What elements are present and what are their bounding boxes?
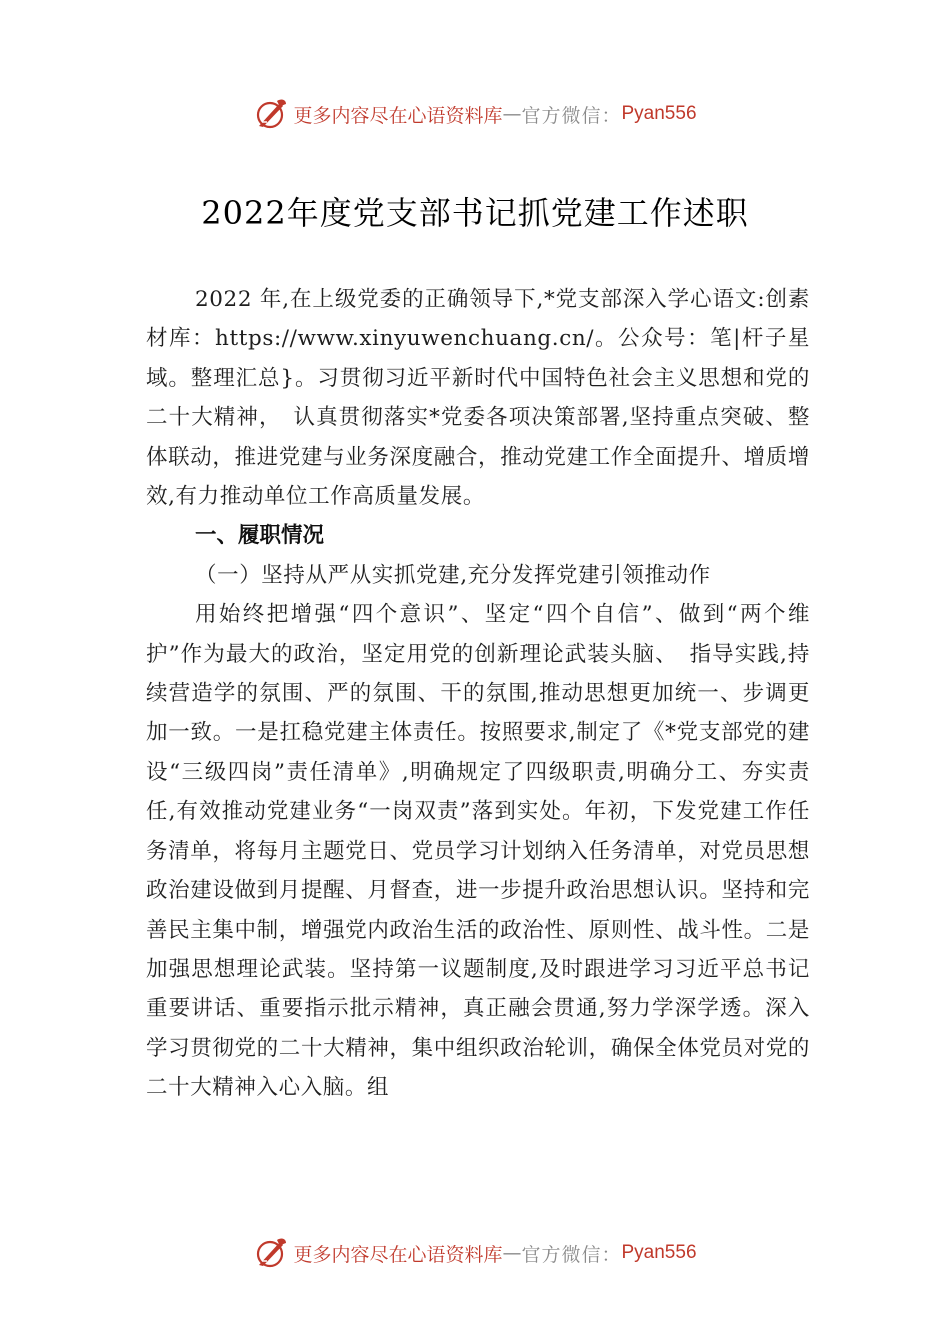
watermark-red-text: 更多内容尽在心语资料库 [293, 104, 503, 127]
document-title: 2022年度党支部书记抓党建工作述职 [201, 194, 749, 232]
watermark-banner-bottom [0, 1233, 950, 1273]
watermark-gray-text: 官方微信： [521, 1243, 622, 1266]
watermark-banner-top [0, 94, 950, 134]
quill-logo-icon [253, 96, 289, 132]
watermark-gray-text: 官方微信： [521, 104, 622, 127]
quill-logo-icon [253, 1235, 289, 1271]
body-paragraph: 用始终把增强“四个意识”、坚定“四个自信”、做到“两个维护”作为最大的政治，坚定用党的创新理论武装头脑、 指导实践,持续营造学的氛围、严的氛围、干的氛围,推动思想更加统一、步调更加一致。一是扛稳党建主体责任。按照要求,制定了《*党支部党的建设“三级四岗”责任清单》,明确规定了四级职责,明确分工、夯实责任,有效推动党建业务“一岗双责”落到实处。年初，下发党建工作任务清单，将每月主题党日、党员学习计划纳入任务清单，对党员思想政治建设做到月提醒、月督查，进一步提升政治思想认识。坚持和完善民主集中制，增强党内政治生活的政治性、原则性、战斗性。二是加强思想理论武装。坚持第一议题制度,及时跟进学习习近平总书记重要讲话、重要指示批示精神，真正融会贯通,努力学深学透。深入学习贯彻党的二十大精神，集中组织政治轮训，确保全体党员对党的二十大精神入心入脑。组 [146, 602, 810, 1101]
watermark-red-text: 更多内容尽在心语资料库 [293, 1243, 503, 1266]
document-body [146, 280, 810, 1108]
section-heading: 一、履职情况 [195, 523, 325, 549]
watermark-handle: Pyan556 [621, 1242, 697, 1263]
intro-paragraph: 2022 年,在上级党委的正确领导下,*党支部深入学心语文:创素材库：https://www.xinyuwenchuang.cn/。公众号：笔|杆子星域。整理汇总}。习贯彻习近平新时代中国特色社会主义思想和党的二十大精神， 认真贯彻落实*党委各项决策部署,坚持重点突破、整体联动，推进党建与业务深度融合，推动党建工作全面提升、增质增效,有力推动单位工作高质量发展。 [146, 287, 810, 510]
watermark-dash: — [502, 1242, 522, 1264]
subsection-heading: （一）坚持从严从实抓党建,充分发挥党建引领推动作 [195, 562, 711, 588]
watermark-dash: — [502, 103, 522, 125]
watermark-handle: Pyan556 [621, 103, 697, 124]
